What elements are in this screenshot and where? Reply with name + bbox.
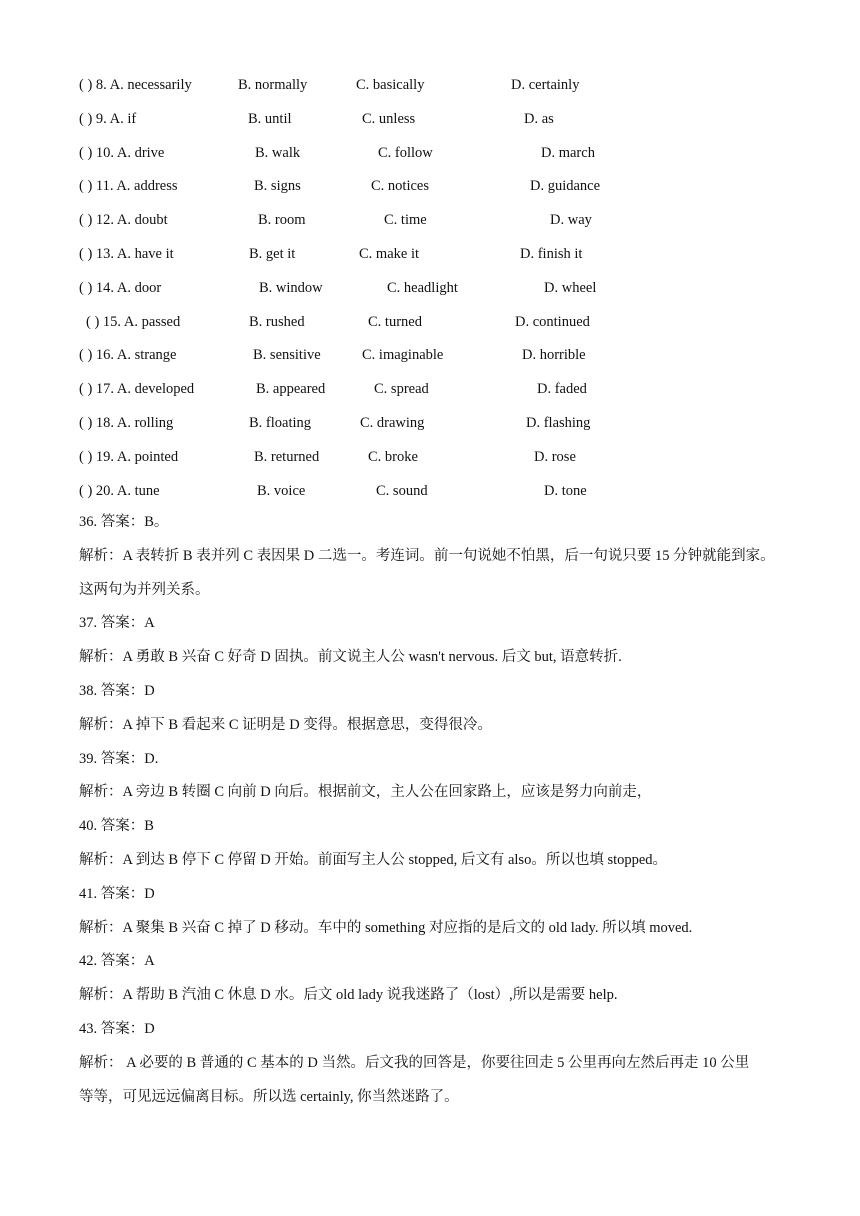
question-row [0, 244, 700, 264]
question-row [0, 312, 700, 332]
question-row [0, 143, 700, 163]
option-d: D. faded [537, 381, 587, 398]
option-b: B. signs [254, 178, 301, 195]
option-b: B. sensitive [253, 347, 321, 364]
option-c: C. headlight [387, 279, 458, 296]
question-row [0, 345, 700, 365]
option-a: ( ) 20. A. tune [79, 482, 160, 499]
option-a: ( ) 13. A. have it [79, 246, 174, 262]
option-a: ( ) 10. A. drive [79, 144, 165, 161]
explanation-line: 这两句为并列关系。 [79, 581, 210, 598]
question-row [0, 447, 700, 467]
option-c: C. follow [378, 144, 433, 161]
option-b: B. floating [249, 415, 312, 431]
answer-line: 40. 答案：B [79, 818, 154, 835]
option-d: D. guidance [530, 178, 601, 195]
option-c: C. unless [362, 110, 416, 127]
question-row [0, 176, 700, 196]
question-row [0, 278, 700, 298]
option-c: C. basically [356, 77, 425, 93]
option-c: C. notices [371, 178, 429, 195]
option-a: ( ) 9. A. if [79, 110, 137, 127]
explanation-line: 解析：A 掉下 B 看起来 C 证明是 D 变得。根据意思，变得很冷。 [79, 716, 492, 733]
explanation-line: 解析： A 必要的 B 普通的 C 基本的 D 当然。后文我的回答是，你要往回走 5 公里再向左然后再走 10 公里 [79, 1054, 750, 1071]
option-d: D. way [550, 212, 592, 229]
question-row [0, 481, 700, 501]
option-b: B. room [258, 212, 306, 229]
answer-line: 41. 答案：D [79, 885, 155, 902]
option-b: B. voice [257, 482, 306, 499]
option-c: C. turned [368, 313, 422, 330]
option-b: B. returned [254, 448, 320, 465]
option-b: B. get it [249, 246, 296, 262]
option-b: B. walk [255, 144, 301, 161]
answer-line: 39. 答案：D. [79, 750, 159, 767]
option-d: D. continued [515, 313, 590, 330]
explanation-line: 解析：A 勇敢 B 兴奋 C 好奇 D 固执。前文说主人公 wasn't nervous. 后文 but, 语意转折. [79, 649, 622, 666]
option-d: D. finish it [520, 246, 583, 262]
explanation-line: 解析：A 帮助 B 汽油 C 休息 D 水。后文 old lady 说我迷路了（lost）,所以是需要 help. [79, 987, 618, 1004]
option-b: B. normally [238, 77, 308, 93]
answer-line: 43. 答案：D [79, 1021, 155, 1037]
option-d: D. as [524, 110, 554, 127]
option-b: B. appeared [256, 381, 326, 398]
answer-line: 42. 答案：A [79, 953, 155, 970]
option-c: C. drawing [360, 415, 425, 431]
option-c: C. spread [374, 381, 429, 398]
option-a: ( ) 16. A. strange [79, 347, 177, 364]
explanation-line: 解析：A 表转折 B 表并列 C 表因果 D 二选一。考连词。前一句说她不怕黑，后一句说只要 15 分钟就能到家。 [79, 547, 775, 564]
explanation-line: 解析：A 到达 B 停下 C 停留 D 开始。前面写主人公 stopped, 后文有 also。所以也填 stopped。 [79, 852, 668, 868]
option-b: B. window [259, 279, 323, 296]
option-b: B. until [248, 110, 292, 127]
option-d: D. flashing [526, 415, 591, 431]
option-d: D. march [541, 144, 595, 161]
answer-line: 36. 答案：B。 [79, 514, 169, 530]
option-a: ( ) 14. A. door [79, 279, 162, 296]
question-row [0, 379, 700, 399]
question-row [0, 413, 700, 433]
option-a: ( ) 15. A. passed [86, 313, 181, 330]
option-c: C. sound [376, 482, 428, 499]
option-c: C. make it [359, 246, 420, 262]
option-a: ( ) 18. A. rolling [79, 415, 174, 431]
explanation-line: 解析：A 聚集 B 兴奋 C 掉了 D 移动。车中的 something 对应指的是后文的 old lady. 所以填 moved. [79, 919, 693, 936]
explanation-line: 解析：A 旁边 B 转圈 C 向前 D 向后。根据前文，主人公在回家路上，应该是努力向前走， [79, 784, 652, 801]
option-d: D. rose [534, 448, 576, 465]
option-d: D. tone [544, 482, 587, 499]
answer-line: 38. 答案：D [79, 683, 155, 699]
question-row [0, 75, 700, 95]
option-a: ( ) 8. A. necessarily [79, 77, 192, 93]
answer-line: 37. 答案：A [79, 615, 155, 632]
option-d: D. horrible [522, 347, 586, 364]
option-b: B. rushed [249, 313, 305, 330]
option-a: ( ) 19. A. pointed [79, 448, 179, 465]
option-a: ( ) 11. A. address [79, 178, 178, 195]
question-row [0, 210, 700, 230]
option-c: C. broke [368, 448, 418, 465]
option-a: ( ) 12. A. doubt [79, 212, 168, 229]
option-a: ( ) 17. A. developed [79, 381, 195, 398]
option-d: D. wheel [544, 279, 597, 296]
option-d: D. certainly [511, 77, 580, 93]
option-c: C. imaginable [362, 347, 444, 364]
explanation-line: 等等，可见远远偏离目标。所以选 certainly, 你当然迷路了。 [79, 1088, 459, 1105]
question-row [0, 109, 700, 129]
option-c: C. time [384, 212, 427, 229]
